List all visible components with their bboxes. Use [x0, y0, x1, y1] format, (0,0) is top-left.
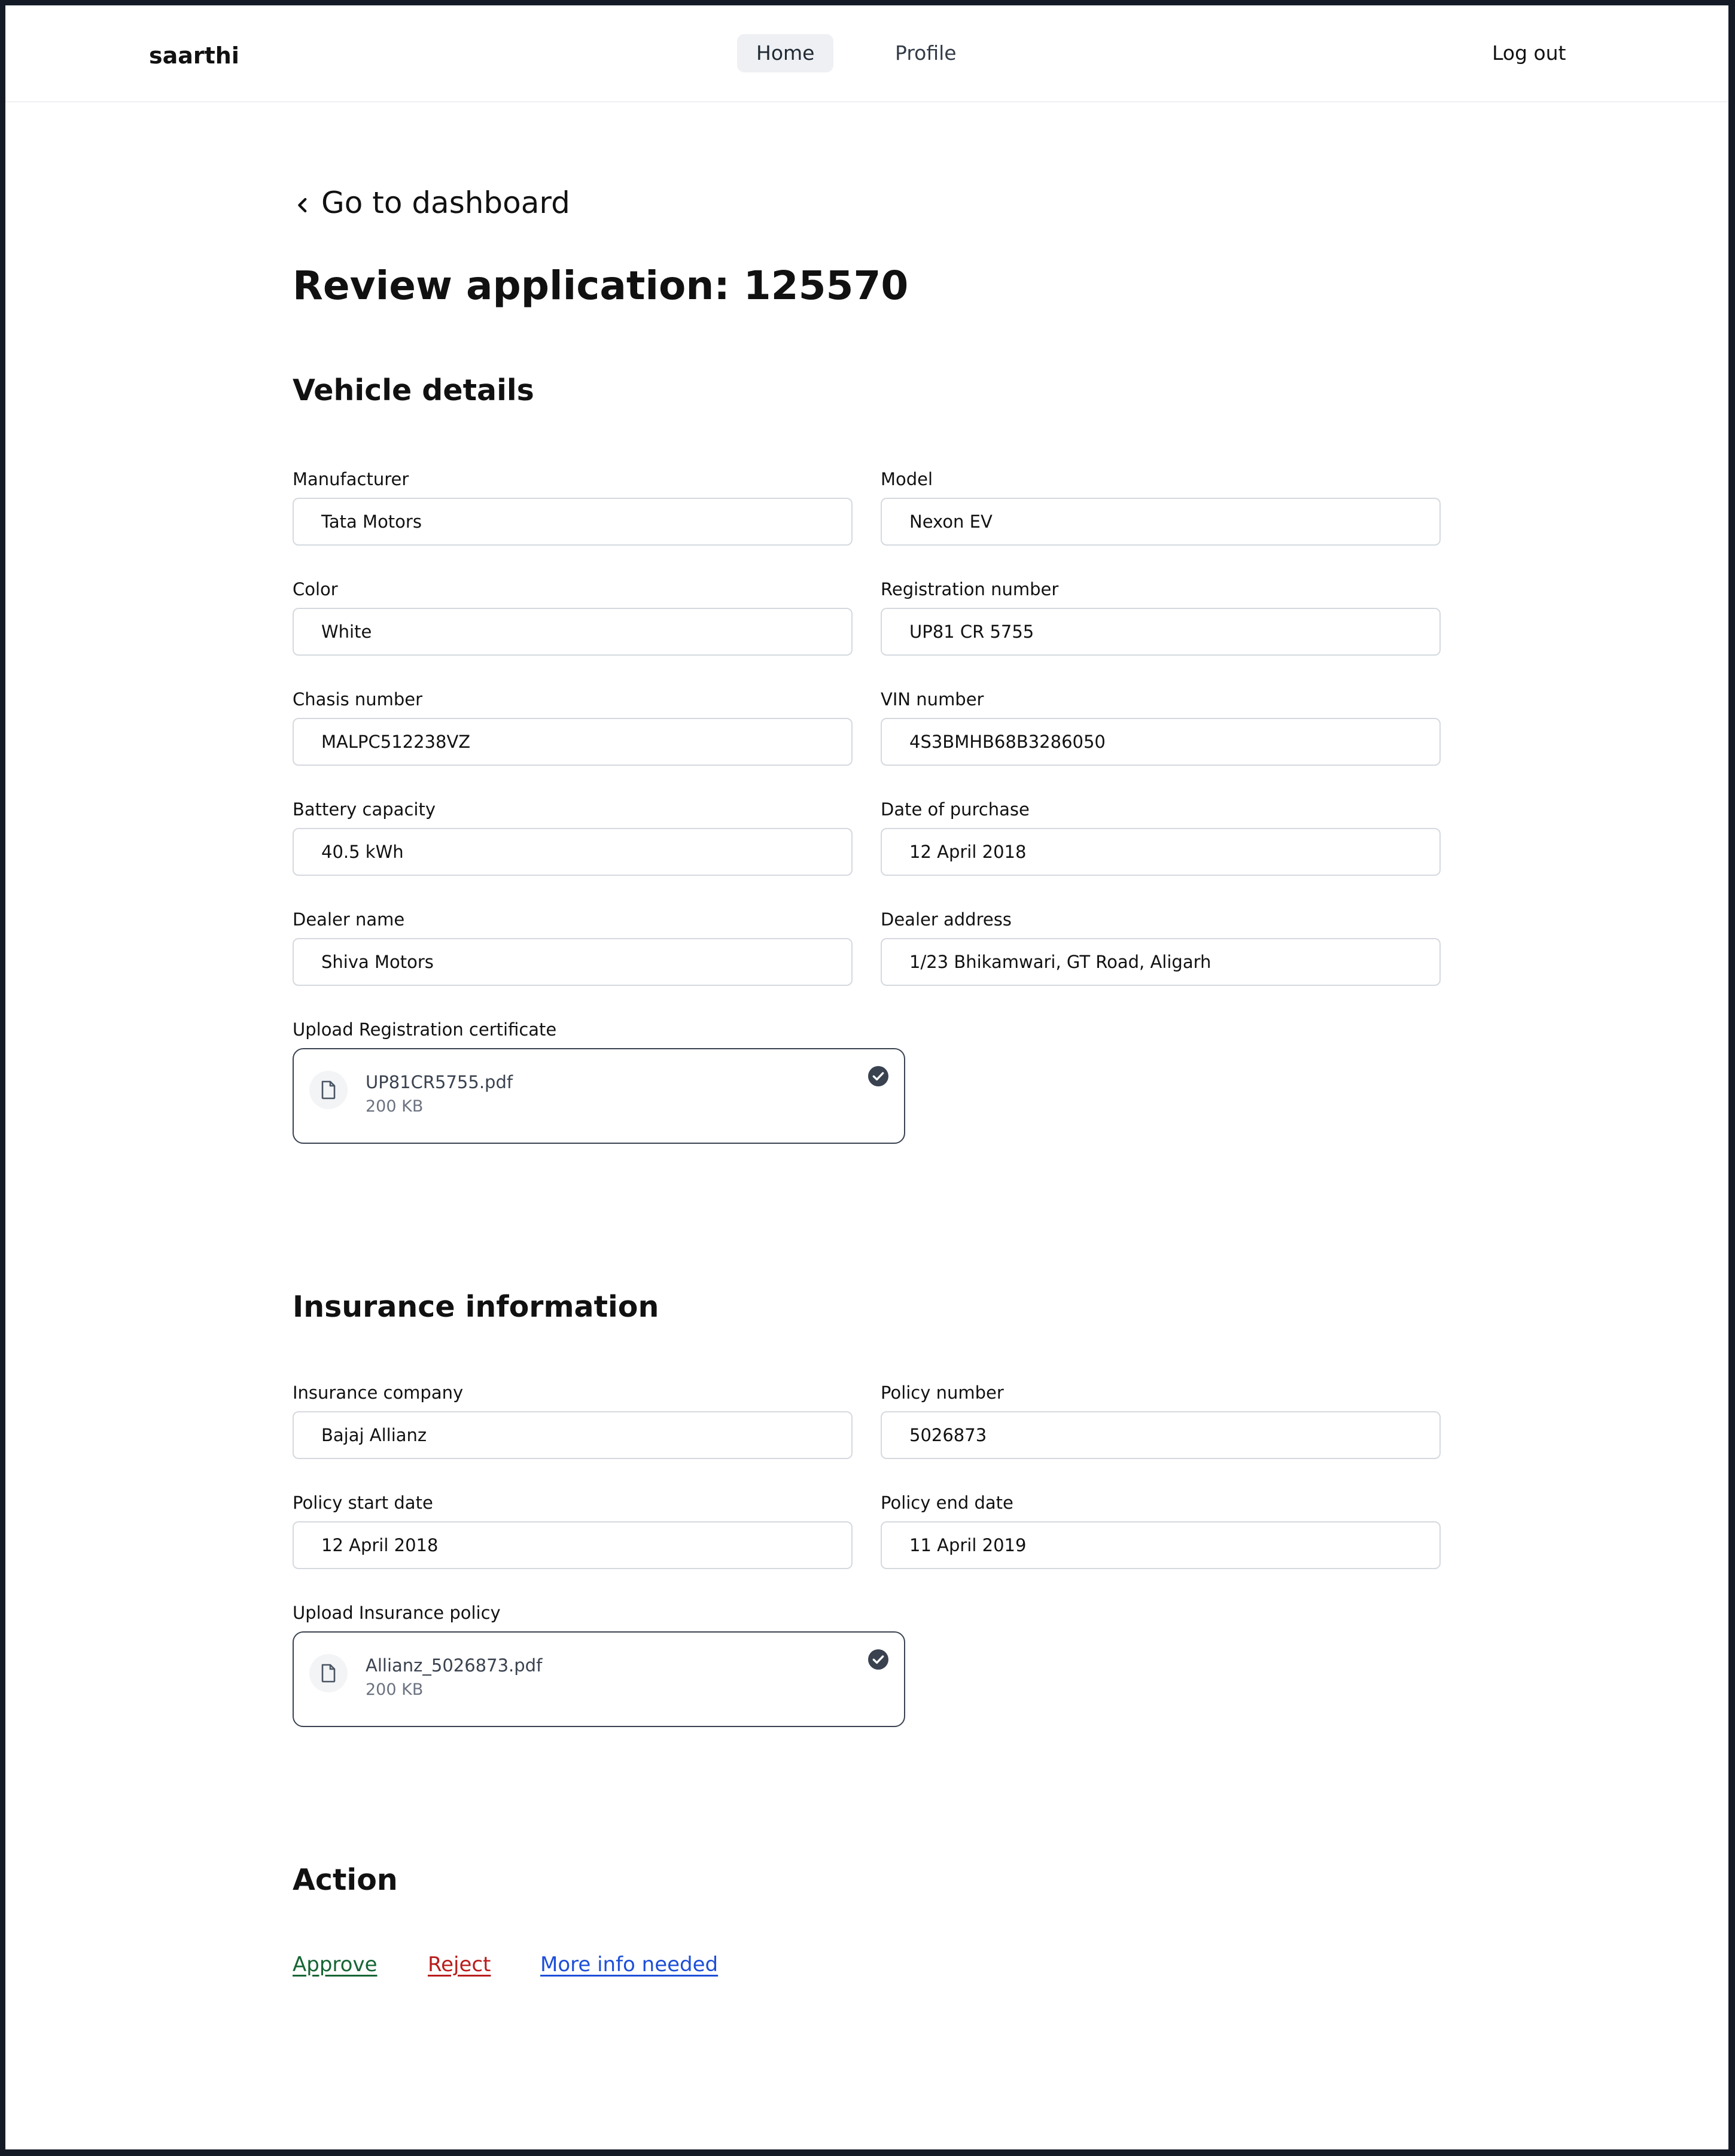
vin-number-field[interactable]: 4S3BMHB68B3286050 [881, 718, 1441, 766]
insurance-company-field[interactable]: Bajaj Allianz [293, 1411, 853, 1459]
chasis-number-label: Chasis number [293, 689, 423, 709]
dealer-name-label: Dealer name [293, 909, 405, 930]
policy-number-label: Policy number [881, 1382, 1004, 1403]
logout-button[interactable]: Log out [1492, 41, 1566, 65]
dealer-address-field[interactable]: 1/23 Bhikamwari, GT Road, Aligarh [881, 938, 1441, 986]
file-name: UP81CR5755.pdf [366, 1072, 513, 1092]
chasis-number-field[interactable]: MALPC512238VZ [293, 718, 853, 766]
file-icon [320, 1080, 337, 1100]
battery-capacity-label: Battery capacity [293, 799, 436, 820]
file-name: Allianz_5026873.pdf [366, 1655, 543, 1676]
approve-button[interactable]: Approve [293, 1953, 378, 1977]
brand-logo[interactable]: saarthi [149, 42, 239, 69]
check-circle-icon [868, 1649, 888, 1670]
model-field[interactable]: Nexon EV [881, 498, 1441, 546]
file-icon-badge [309, 1654, 348, 1692]
nav-profile-link[interactable]: Profile [895, 41, 957, 65]
registration-number-field[interactable]: UP81 CR 5755 [881, 608, 1441, 656]
file-icon-badge [309, 1071, 348, 1109]
registration-number-label: Registration number [881, 579, 1059, 599]
file-size: 200 KB [366, 1097, 424, 1116]
registration-certificate-upload-label: Upload Registration certificate [293, 1019, 557, 1040]
vin-number-label: VIN number [881, 689, 984, 709]
nav-home-link[interactable]: Home [737, 34, 833, 72]
color-label: Color [293, 579, 338, 599]
policy-end-date-field[interactable]: 11 April 2019 [881, 1521, 1441, 1569]
policy-start-date-label: Policy start date [293, 1493, 433, 1513]
go-to-dashboard-link[interactable] [293, 182, 570, 224]
page-title: Review application: 125570 [293, 263, 909, 309]
color-field[interactable]: White [293, 608, 853, 656]
vehicle-details-heading: Vehicle details [293, 373, 534, 407]
top-navigation [5, 5, 1728, 102]
action-heading: Action [293, 1863, 398, 1897]
registration-certificate-upload[interactable] [293, 1048, 905, 1144]
dealer-address-label: Dealer address [881, 909, 1012, 930]
policy-number-field[interactable]: 5026873 [881, 1411, 1441, 1459]
insurance-information-heading: Insurance information [293, 1290, 659, 1324]
file-size: 200 KB [366, 1680, 424, 1699]
more-info-needed-button[interactable]: More info needed [540, 1953, 719, 1977]
date-of-purchase-label: Date of purchase [881, 799, 1030, 820]
dealer-name-field[interactable]: Shiva Motors [293, 938, 853, 986]
date-of-purchase-field[interactable]: 12 April 2018 [881, 828, 1441, 876]
insurance-company-label: Insurance company [293, 1382, 464, 1403]
file-icon [320, 1664, 337, 1683]
manufacturer-field[interactable]: Tata Motors [293, 498, 853, 546]
reject-button[interactable]: Reject [428, 1953, 491, 1977]
app-frame [5, 5, 1728, 2149]
model-label: Model [881, 469, 933, 489]
battery-capacity-field[interactable]: 40.5 kWh [293, 828, 853, 876]
chevron-left-icon [293, 195, 313, 215]
insurance-policy-upload[interactable] [293, 1631, 905, 1727]
go-to-dashboard-label: Go to dashboard [321, 185, 570, 220]
policy-start-date-field[interactable]: 12 April 2018 [293, 1521, 853, 1569]
manufacturer-label: Manufacturer [293, 469, 409, 489]
insurance-policy-upload-label: Upload Insurance policy [293, 1603, 501, 1623]
policy-end-date-label: Policy end date [881, 1493, 1013, 1513]
check-circle-icon [868, 1066, 888, 1086]
